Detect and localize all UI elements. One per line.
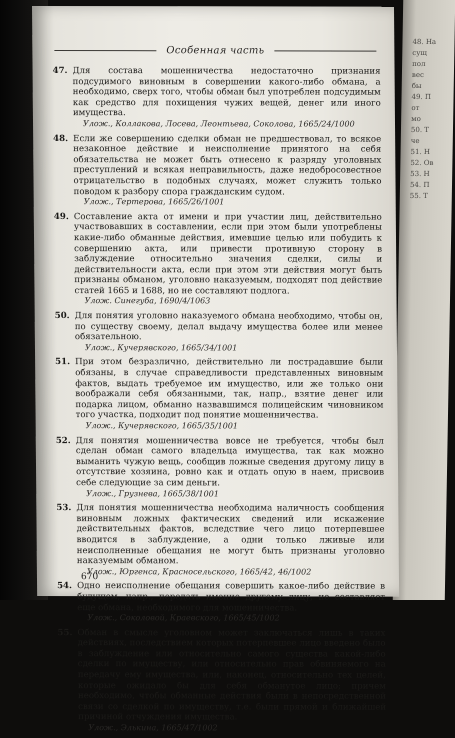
next-page-fragment: 53. Н [410, 170, 430, 178]
header-rule-left [54, 50, 156, 51]
next-page-fragment: 49. П [411, 93, 432, 101]
paragraph-text: Для понятия мошенничества вовсе не требуется, чтобы был сделан обман самого владельца имущества, так как можно выманить чужую вещь, сообщив ложные сведения другому лицу в отсутствие хозяина, ровно как и отдать опую в наем, присвоив себе следующие за сим деньги. [75, 435, 385, 489]
paragraph-number: 52. [55, 435, 71, 446]
paragraph-entry [53, 66, 382, 130]
next-page-fragment: 52. Ов [410, 159, 434, 167]
page-number: 670 [80, 572, 99, 583]
paragraph-number: 51. [55, 357, 71, 368]
paragraph-entry [53, 134, 382, 209]
paragraph-entry [56, 503, 385, 578]
next-page-fragment: 55. Т [409, 192, 428, 200]
section-title: Особенная часть [166, 44, 265, 56]
next-page-edge [393, 0, 455, 600]
paragraph-text: Для состава мошенничества недостаточно признания подсудимого виновным в совершении какого-либо обмана, а необходимо, сверх того, чтобы обман был употреблен подсудимым как средство для похищения чужих вещей, денег или иного имущества. [72, 66, 381, 119]
paragraph-entry [54, 212, 383, 308]
header-rule-right [274, 50, 376, 51]
paragraph-text: При этом безразлично, действительно ли пострадавшие были обязаны, в случае справедливости представленных виновным фактов, выдать требуемое им имущество, или же только они воображали себя обязанными, так, напр., взятие денег или подарка лицом, обманно назвавшимся полицейским чиновником того участка, подходит под понятие мошенничества. [75, 357, 384, 421]
next-page-fragment: бы [411, 82, 422, 90]
paragraph-source: Улож., Грузнева, 1665/38/1001 [86, 488, 219, 498]
paragraph-text: Одно неисполнение обещания совершить какое-либо действие в будущем, напр., передать имение другому лицу, не составляет еще обмана, необходимого для мошенничества. [77, 581, 386, 613]
paragraph-text: Обман в смысле уголовном может заключаться лишь в таких действиях, последствием которых потерпевшее лицо введено было в заблуждение или относительно самого существа какой-либо сделки по имуществу, или относительно прав обвиняемого на передачу ему имущества, или, наконец, относительно тех целей, которые ожидало бы для себя обманутое лицо; причем необходимо, чтобы обманные действия были в непосредственной связи со сделкой по имуществу, т.е. были прямой и ближайшей причиной отчуждения имущества. [77, 627, 387, 723]
paragraph-entry [56, 436, 385, 500]
next-page-fragment: че [410, 137, 420, 145]
paragraph-entry [55, 311, 383, 354]
next-page-fragment: пол [412, 60, 426, 68]
paragraph-text: Для понятия уголовно наказуемого обмана необходимо, чтобы он, по существу своему, делал выдачу имущества более или менее обязательною. [74, 311, 383, 343]
paragraph-entry [57, 628, 386, 735]
running-header [54, 42, 376, 59]
paragraph-text: Если же совершению сделки обман не предшествовал, то всякое незаконное действие и неисполнение принятого на себя обязательства не может быть отнесено к разряду уголовных преступлений и всякая неправильность, даже недобросовестное отрицательство в подобных случаях, может служить только поводом к разбору спора гражданским судом. [73, 133, 382, 197]
paragraph-source: Улож., Коллакова, Лосева, Леонтьева, Соколова, 1665/24/1000 [82, 119, 355, 129]
paragraph-number: 54. [57, 581, 73, 592]
next-page-fragment: вес [411, 71, 425, 79]
paragraph-source: Улож., Соколовой, Краевского, 1665/45/1002 [87, 613, 280, 623]
next-page-fragment: 50. Т [410, 126, 430, 134]
next-page-fragment: от [411, 104, 420, 112]
paragraph-number: 47. [52, 66, 68, 77]
next-page-fragment: сущ [412, 49, 427, 57]
paragraph-source: Улож., Тертерова, 1665/26/1001 [83, 197, 225, 207]
paragraph-text: Для понятия мошенничества необходима наличность сообщения виновным ложных фактических сведений или искажение действительных фактов, вследствие чего лицо потерпевшее вводится в заблуждение, а одни только лживые или неисполненные обещания не могут быть признаны уголовно наказуемым обманом. [76, 503, 385, 567]
paragraph-source: Улож., Юргенса, Красносельского, 1665/42, 46/1002 [86, 566, 312, 577]
paragraph-text: Составление акта от имени и при участии лиц, действительно участвовавших в составлении, если при этом были употреблены какие-либо обманные действия, имевшие целью или побудить к совершению акта, или привести противную сторону в заблуждение относительно значения сделки, силы и действительности акта, если при этом эти действия могут быть признаны обманом, уголовно наказуемым, подходят под действие статей 1665 и 1688, но не составляют подлога. [73, 211, 383, 297]
paragraph-source: Улож., Кучерявского, 1665/35/1001 [85, 421, 239, 431]
paragraph-source: Улож., Элькина, 1665/47/1002 [88, 723, 218, 733]
paragraph-number: 53. [56, 503, 72, 514]
paragraph-number: 48. [53, 133, 69, 144]
paragraph-number: 50. [54, 311, 70, 322]
paragraph-source: Улож., Кучерявского, 1665/34/1001 [84, 342, 238, 353]
paragraph-number: 55. [57, 627, 73, 638]
paragraph-entry [55, 357, 384, 432]
next-page-fragment: 48. На [412, 38, 437, 46]
book-page [32, 6, 399, 733]
next-page-fragment: 51. Н [410, 148, 431, 156]
next-page-fragments [400, 0, 455, 201]
paragraph-entry [57, 581, 385, 624]
next-page-fragment: 54. П [409, 181, 430, 189]
paragraph-source: Улож. Синегуба, 1690/4/1063 [84, 296, 211, 306]
page-content [53, 66, 387, 738]
paragraph-number: 49. [53, 211, 69, 222]
next-page-fragment: мо [411, 115, 421, 123]
